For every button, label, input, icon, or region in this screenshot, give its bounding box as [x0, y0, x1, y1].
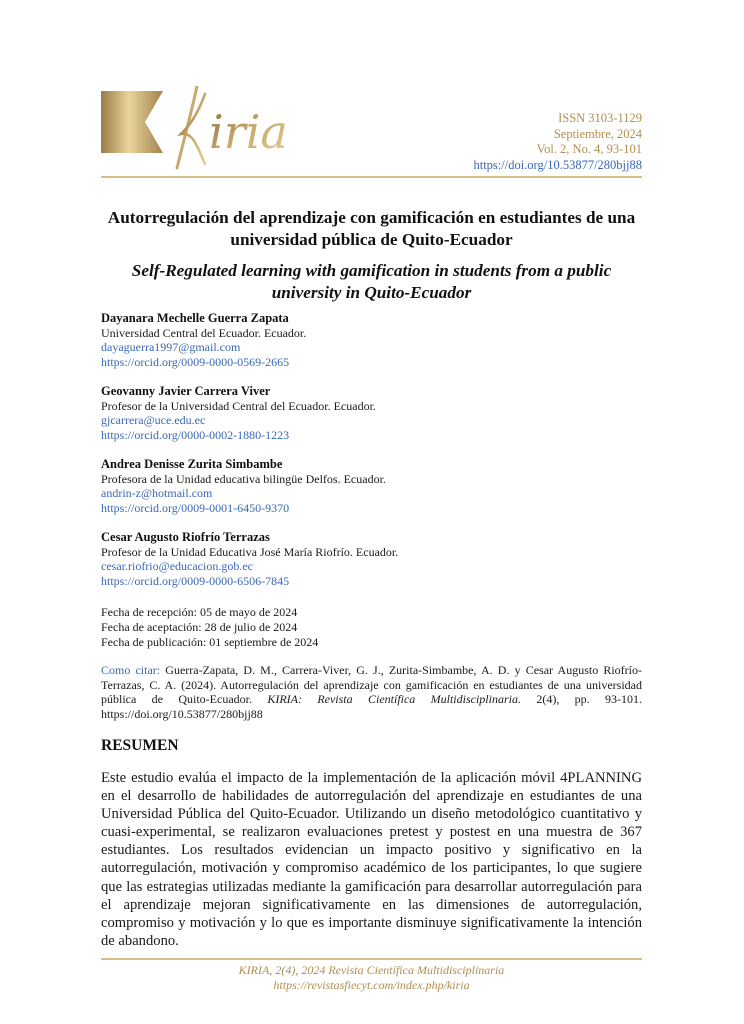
- footer-journal: KIRIA, 2(4), 2024 Revista Científica Multidisciplinaria: [238, 963, 505, 977]
- article-title-english: Self-Regulated learning with gamification in students from a public university in Quito-Ecuador: [131, 261, 612, 302]
- footer-divider: [101, 958, 642, 960]
- author-email[interactable]: cesar.riofrio@educacion.gob.ec: [101, 559, 253, 573]
- bookmark-shape: [101, 91, 163, 153]
- kiria-logo-graphic: [101, 86, 341, 176]
- author-orcid[interactable]: https://orcid.org/0000-0002-1880-1223: [101, 427, 290, 442]
- article-title-spanish: Autorregulación del aprendizaje con gamificación en estudiantes de una universidad pública de Quito-Ecuador: [107, 208, 636, 249]
- citation-text-end: 2(4), pp. 93-101. https://doi.org/10.53877/280bjj88: [101, 692, 642, 722]
- author-orcid[interactable]: https://orcid.org/0009-0000-0569-2665: [101, 354, 290, 369]
- abstract-heading: RESUMEN: [101, 737, 179, 754]
- author-name: Geovanny Javier Carrera Viver: [101, 384, 271, 398]
- volume-pages: Vol. 2, No. 4, 93-101: [536, 142, 642, 156]
- author-affiliation: Profesor de la Unidad Educativa José María Riofrío. Ecuador.: [101, 544, 399, 559]
- journal-masthead: [473, 111, 642, 173]
- author-entry: [101, 457, 642, 515]
- author-affiliation: Profesora de la Unidad educativa bilingüe Delfos. Ecuador.: [101, 471, 386, 486]
- author-email[interactable]: gjcarrera@uce.edu.ec: [101, 413, 206, 427]
- author-orcid[interactable]: https://orcid.org/0009-0000-6506-7845: [101, 573, 290, 588]
- doi-link[interactable]: https://doi.org/10.53877/280bjj88: [473, 157, 642, 172]
- date-accepted: Fecha de aceptación: 28 de julio de 2024: [101, 620, 298, 634]
- citation-block: [101, 663, 642, 722]
- citation-text: Guerra-Zapata, D. M., Carrera-Viver, G. J., Zurita-Simbambe, A. D. y Cesar Augusto Riofrío-Terrazas, C. A. (2024). Autorregulación del aprendizaje con gamificación en estudiantes de una universidad pública de Quito-Ecuador.: [101, 663, 642, 707]
- abstract-text: Este estudio evalúa el impacto de la implementación de la aplicación móvil 4PLANNING en el desarrollo de habilidades de autorregulación del aprendizaje en estudiantes de una Universidad Pública del Quito-Ecuador. Utilizando un diseño metodológico cuantitativo y cuasi-experimental, se realizaron evaluaciones pretest y postest en una muestra de 367 estudiantes. Los resultados evidencian un impacto positivo y significativo en la autorregulación, motivación y compromiso académico de los participantes, lo que sugiere que las estrategias utilizadas mediante la gamificación para desarrollar autorregulación para el aprendizaje mejoran significativamente en las dimensiones de autorregulación, compromiso y motivación y lo que es importante disminuye significativamente la intención de abandono.: [101, 770, 642, 949]
- article-dates: [101, 605, 642, 650]
- issn: ISSN 3103-1129: [558, 111, 642, 125]
- author-email[interactable]: andrin-z@hotmail.com: [101, 486, 213, 500]
- author-entry: [101, 530, 642, 588]
- logo-text: iria: [209, 105, 288, 159]
- date-published: Fecha de publicación: 01 septiembre de 2024: [101, 635, 319, 649]
- author-name: Cesar Augusto Riofrío Terrazas: [101, 530, 270, 544]
- author-email[interactable]: dayaguerra1997@gmail.com: [101, 340, 241, 354]
- author-affiliation: Universidad Central del Ecuador. Ecuador.: [101, 325, 307, 340]
- author-list: [101, 311, 642, 603]
- citation-label: Como citar:: [101, 663, 161, 677]
- issue-date: Septiembre, 2024: [553, 126, 642, 141]
- author-affiliation: Profesor de la Universidad Central del Ecuador. Ecuador.: [101, 398, 376, 413]
- author-orcid[interactable]: https://orcid.org/0009-0001-6450-9370: [101, 500, 290, 515]
- author-name: Dayanara Mechelle Guerra Zapata: [101, 311, 289, 325]
- kiria-logo: [101, 86, 341, 176]
- footer-url[interactable]: https://revistasfiecyt.com/index.php/kiria: [273, 977, 470, 992]
- page-footer: [101, 963, 642, 992]
- author-name: Andrea Denisse Zurita Simbambe: [101, 457, 283, 471]
- citation-journal: KIRIA: Revista Científica Multidisciplinaria.: [267, 692, 521, 707]
- date-received: Fecha de recepción: 05 de mayo de 2024: [101, 605, 298, 619]
- author-entry: [101, 311, 642, 369]
- author-entry: [101, 384, 642, 442]
- header-divider: [101, 176, 642, 178]
